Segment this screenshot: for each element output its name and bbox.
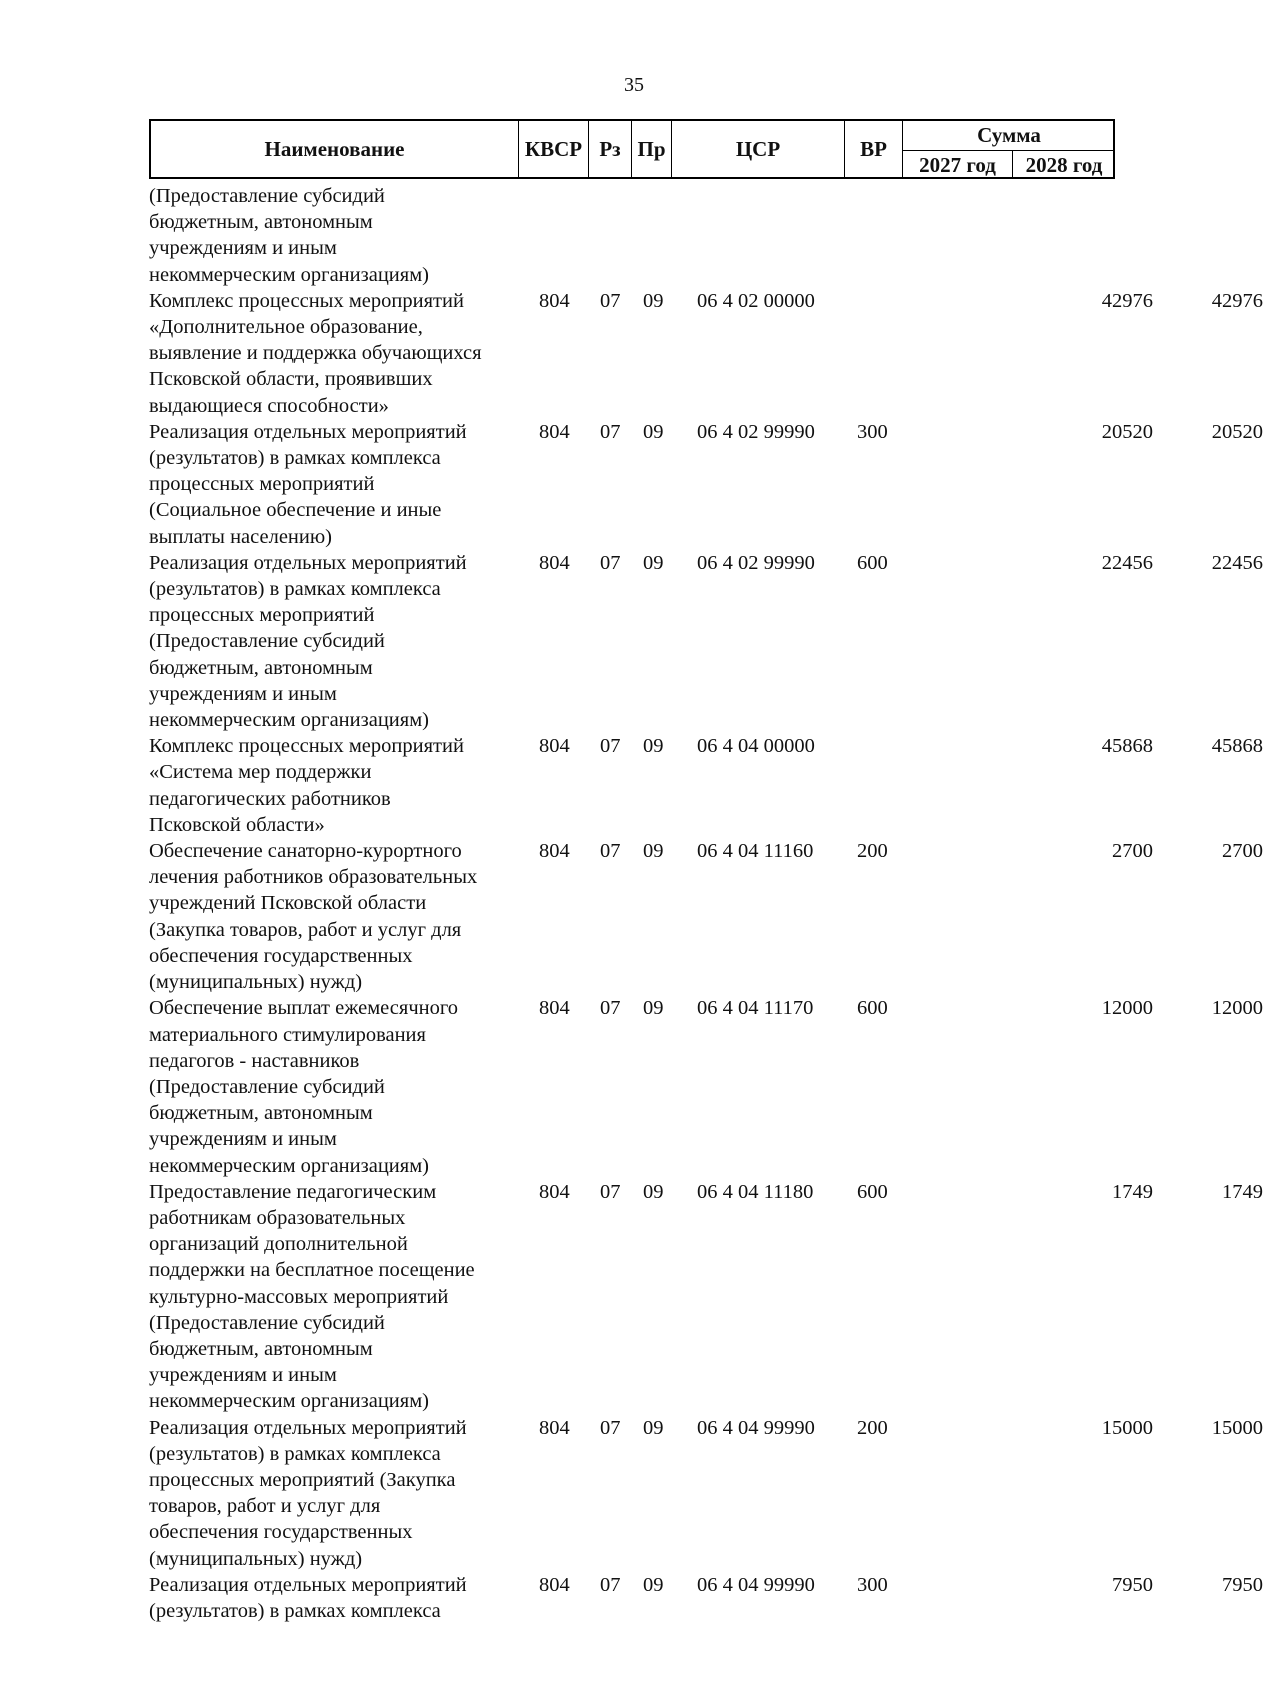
row-kvsr: 804	[539, 289, 570, 312]
row-kvsr: 804	[539, 735, 570, 758]
row-name	[149, 1415, 517, 1572]
row-name	[149, 733, 517, 838]
row-sum-2028: 2700	[1222, 840, 1263, 863]
row-name-line: Реализация отдельных мероприятий	[149, 1416, 467, 1439]
row-name-line: бюджетным, автономным	[149, 1102, 373, 1125]
row-kvsr: 804	[539, 997, 570, 1020]
row-csr: 06 4 04 11160	[697, 840, 814, 863]
row-name-line: выдающиеся способности»	[149, 394, 389, 417]
row-name-line: учреждений Псковской области	[149, 892, 427, 915]
row-sum-2028: 20520	[1211, 420, 1263, 443]
row-name-line: организаций дополнительной	[149, 1233, 408, 1256]
row-kvsr: 804	[539, 1180, 570, 1203]
header-sum: Сумма	[903, 121, 1115, 151]
row-csr: 06 4 02 99990	[697, 551, 815, 574]
row-name-line: Предоставление педагогическим	[149, 1180, 437, 1203]
row-name-line: культурно-массовых мероприятий	[149, 1285, 449, 1308]
row-rz: 07	[600, 1416, 621, 1439]
row-csr: 06 4 04 11180	[697, 1180, 814, 1203]
row-sum-2028: 45868	[1211, 735, 1263, 758]
row-name-line: (Социальное обеспечение и иные	[149, 499, 442, 522]
row-name-line: учреждениям и иным	[149, 1364, 337, 1387]
row-pr: 09	[643, 551, 664, 574]
header-year-2027: 2027 год	[903, 151, 1013, 179]
row-name	[149, 1179, 517, 1415]
header-kvsr: КВСР	[519, 121, 589, 177]
row-name-line: работникам образовательных	[149, 1206, 406, 1229]
table-row	[149, 1572, 1263, 1624]
row-name	[149, 419, 517, 550]
row-name-line: Комплекс процессных мероприятий	[149, 735, 464, 758]
row-name-line: Обеспечение санаторно-курортного	[149, 840, 462, 863]
header-year-2028: 2028 год	[1025, 152, 1103, 177]
table-row	[149, 733, 1263, 838]
row-name-line: педагогических работников	[149, 787, 391, 810]
row-name-line: обеспечения государственных	[149, 944, 413, 967]
row-name-line: (Предоставление субсидий	[149, 185, 385, 207]
header-pr: Пр	[632, 121, 672, 177]
row-name	[149, 288, 517, 419]
row-kvsr: 804	[539, 420, 570, 443]
row-rz: 07	[600, 420, 621, 443]
header-sum-group	[903, 121, 1115, 177]
row-csr: 06 4 04 99990	[697, 1416, 815, 1439]
row-rz: 07	[600, 551, 621, 574]
row-sum-2027: 20520	[1101, 420, 1153, 443]
row-pr: 09	[643, 997, 664, 1020]
row-kvsr: 804	[539, 551, 570, 574]
row-name	[149, 995, 517, 1178]
row-rz: 07	[600, 735, 621, 758]
row-pr: 09	[643, 289, 664, 312]
row-name-line: учреждениям и иным	[149, 1128, 337, 1151]
row-name-line: товаров, работ и услуг для	[149, 1495, 381, 1518]
row-sum-2027: 45868	[1101, 735, 1153, 758]
row-rz: 07	[600, 1573, 621, 1596]
row-name-line: (результатов) в рамках комплекса	[149, 447, 441, 470]
row-sum-2027: 7950	[1112, 1573, 1153, 1596]
row-pr: 09	[643, 1416, 664, 1439]
row-name-line: Псковской области»	[149, 813, 325, 836]
row-vr: 600	[857, 1180, 888, 1203]
table-body	[149, 183, 1263, 1624]
row-name-line: (Предоставление субсидий	[149, 1075, 385, 1098]
table-row	[149, 419, 1263, 550]
row-name-line: лечения работников образовательных	[149, 866, 478, 889]
row-pr: 09	[643, 1180, 664, 1203]
row-name-line: бюджетным, автономным	[149, 656, 373, 679]
row-name-line: «Дополнительное образование,	[149, 316, 423, 339]
row-vr: 600	[857, 997, 888, 1020]
row-name-line: (результатов) в рамках комплекса	[149, 1442, 441, 1465]
row-csr: 06 4 04 99990	[697, 1573, 815, 1596]
row-csr: 06 4 02 99990	[697, 420, 815, 443]
table-row	[149, 1415, 1263, 1572]
row-name-line: (результатов) в рамках комплекса	[149, 1599, 441, 1622]
row-rz: 07	[600, 997, 621, 1020]
row-vr: 200	[857, 1416, 888, 1439]
row-name-line: Обеспечение выплат ежемесячного	[149, 997, 458, 1020]
row-name-line: Псковской области, проявивших	[149, 368, 433, 391]
row-csr: 06 4 04 11170	[697, 997, 814, 1020]
row-name-line: бюджетным, автономным	[149, 1337, 373, 1360]
row-vr: 300	[857, 1573, 888, 1596]
row-name-line: выплаты населению)	[149, 525, 333, 548]
row-csr: 06 4 04 00000	[697, 735, 815, 758]
row-name-line: процессных мероприятий	[149, 604, 375, 627]
row-name-line: Комплекс процессных мероприятий	[149, 289, 464, 312]
row-name-line: (муниципальных) нужд)	[149, 1547, 363, 1570]
row-name-line: Реализация отдельных мероприятий	[149, 551, 467, 574]
table-row	[149, 838, 1263, 995]
row-name-line: некоммерческим организациям)	[149, 1390, 429, 1413]
row-name-line: процессных мероприятий (Закупка	[149, 1468, 456, 1491]
row-sum-2028: 15000	[1211, 1416, 1263, 1439]
row-name-line: (Предоставление субсидий	[149, 630, 385, 653]
row-rz: 07	[600, 840, 621, 863]
row-kvsr: 804	[539, 1573, 570, 1596]
header-vr: ВР	[845, 121, 903, 177]
row-sum-2027: 1749	[1112, 1180, 1153, 1203]
row-sum-2028: 1749	[1222, 1180, 1263, 1203]
header-rz: Рз	[589, 121, 632, 177]
table-row	[149, 550, 1263, 733]
row-name-line: Реализация отдельных мероприятий	[149, 1573, 467, 1596]
row-name-line: поддержки на бесплатное посещение	[149, 1259, 475, 1282]
row-sum-2028: 7950	[1222, 1573, 1263, 1596]
row-sum-2028: 12000	[1211, 997, 1263, 1020]
row-name-line: (результатов) в рамках комплекса	[149, 578, 441, 601]
row-csr: 06 4 02 00000	[697, 289, 815, 312]
row-rz: 07	[600, 1180, 621, 1203]
table-row	[149, 183, 1115, 288]
row-name-line: обеспечения государственных	[149, 1521, 413, 1544]
row-kvsr: 804	[539, 840, 570, 863]
row-name-line: учреждениям и иным	[149, 237, 337, 260]
row-name-line: некоммерческим организациям)	[149, 709, 429, 732]
row-name-line: процессных мероприятий	[149, 473, 375, 496]
row-sum-2027: 15000	[1101, 1416, 1153, 1439]
row-vr: 300	[857, 420, 888, 443]
header-name: Наименование	[151, 121, 519, 177]
row-name-line: материального стимулирования	[149, 1023, 426, 1046]
row-pr: 09	[643, 840, 664, 863]
row-sum-2027: 42976	[1101, 289, 1153, 312]
table-row	[149, 288, 1263, 419]
row-name-line: бюджетным, автономным	[149, 211, 373, 234]
row-name-line: (муниципальных) нужд)	[149, 971, 363, 994]
row-pr: 09	[643, 1573, 664, 1596]
row-name-line: педагогов - наставников	[149, 1049, 360, 1072]
table-row	[149, 995, 1263, 1178]
row-sum-2028: 42976	[1211, 289, 1263, 312]
row-name-line: учреждениям и иным	[149, 682, 337, 705]
row-name-line: (Закупка товаров, работ и услуг для	[149, 918, 462, 941]
table-header	[149, 119, 1115, 179]
row-name	[149, 183, 517, 288]
row-name-line: некоммерческим организациям)	[149, 1154, 429, 1177]
row-name-line: некоммерческим организациям)	[149, 263, 429, 286]
row-name-line: «Система мер поддержки	[149, 761, 372, 784]
page-number: 35	[624, 74, 644, 96]
row-sum-2027: 2700	[1112, 840, 1153, 863]
row-pr: 09	[643, 735, 664, 758]
row-kvsr: 804	[539, 1416, 570, 1439]
row-pr: 09	[643, 420, 664, 443]
row-sum-2028: 22456	[1211, 551, 1263, 574]
row-rz: 07	[600, 289, 621, 312]
row-vr: 200	[857, 840, 888, 863]
row-name-line: выявление и поддержка обучающихся	[149, 342, 482, 365]
table-row	[149, 1179, 1263, 1415]
row-name	[149, 550, 517, 733]
row-name	[149, 838, 517, 995]
row-vr: 600	[857, 551, 888, 574]
header-csr: ЦСР	[672, 121, 845, 177]
row-name	[149, 1572, 517, 1624]
row-sum-2027: 22456	[1101, 551, 1153, 574]
row-sum-2027: 12000	[1101, 997, 1153, 1020]
row-name-line: Реализация отдельных мероприятий	[149, 420, 467, 443]
row-name-line: (Предоставление субсидий	[149, 1311, 385, 1334]
